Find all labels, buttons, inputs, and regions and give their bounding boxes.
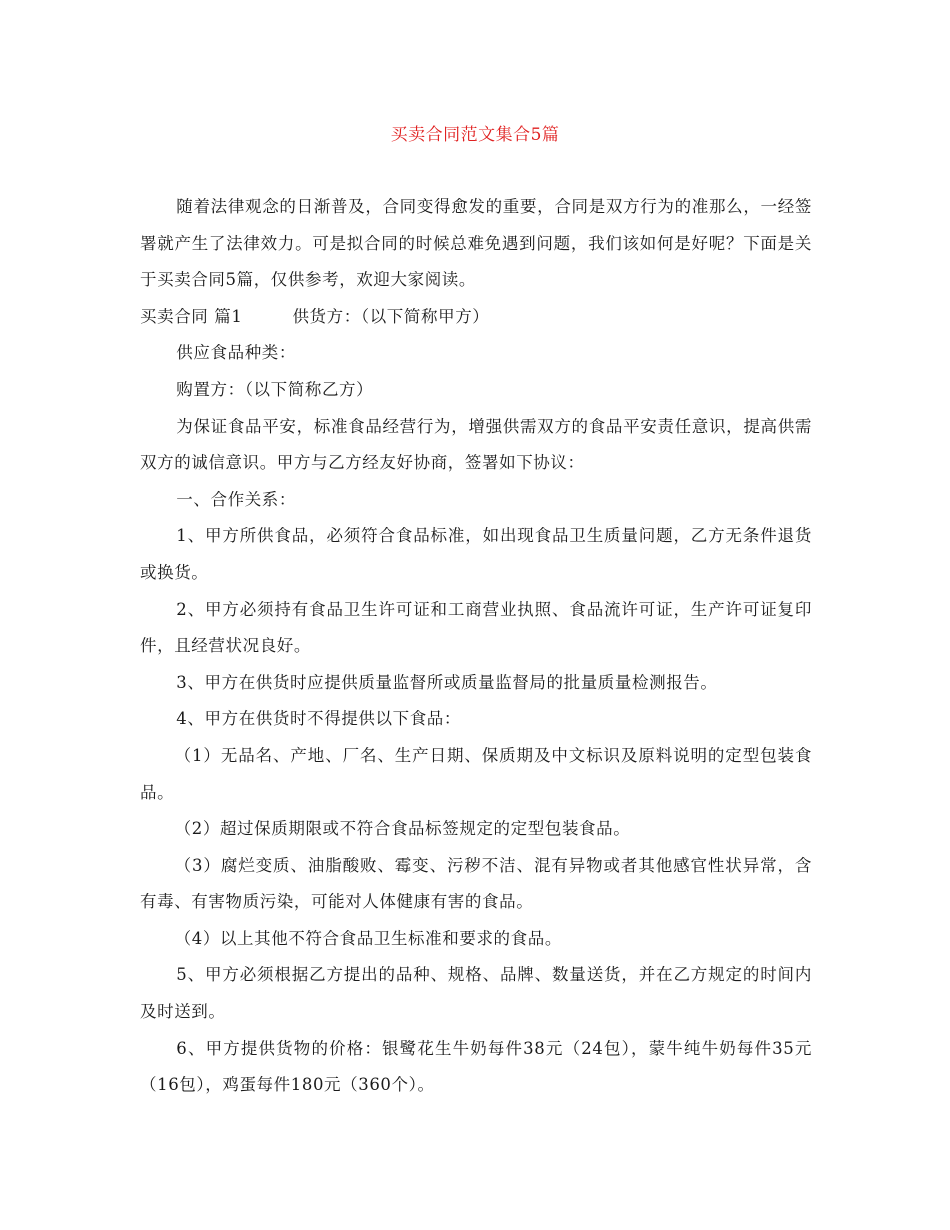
sub-item-2: （2）超过保质期限或不符合食品标签规定的定型包装食品。 — [174, 819, 631, 839]
section-label: 买卖合同 篇1 — [140, 306, 243, 326]
intro-paragraph: 随着法律观念的日渐普及，合同变得愈发的重要，合同是双方行为的准那么，一经签署就产生了法律效力。可是拟合同的时候总难免遇到问题，我们该如何是好呢？下面是关于买卖合同5篇，仅供参考，欢迎大家阅读。 — [140, 197, 812, 290]
food-type-line: 供应食品种类： — [176, 343, 296, 363]
buyer-line: 购置方：（以下简称乙方） — [176, 379, 374, 399]
clause-item-1: 1、甲方所供食品，必须符合食品标准，如出现食品卫生质量问题，乙方无条件退货或换货。 — [140, 526, 812, 582]
clause-item-6: 6、甲方提供货物的价格：银鹭花生牛奶每件38元（24包），蒙牛纯牛奶每件35元（16包），鸡蛋每件180元（360个）。 — [140, 1038, 812, 1095]
clause-item-5: 5、甲方必须根据乙方提出的品种、规格、品牌、数量送货，并在乙方规定的时间内及时送到。 — [140, 965, 812, 1022]
document-title: 买卖合同范文集合5篇 — [390, 125, 560, 145]
clause-item-3: 3、甲方在供货时应提供质量监督所或质量监督局的批量质量检测报告。 — [176, 672, 718, 692]
clause-item-4: 4、甲方在供货时不得提供以下食品： — [176, 709, 461, 729]
section-heading-line — [140, 299, 812, 336]
sub-item-3: （3）腐烂变质、油脂酸败、霉变、污秽不洁、混有异物或者其他感官性状异常，含有毒、有害物质污染，可能对人体健康有害的食品。 — [140, 855, 812, 912]
sub-item-4: （4）以上其他不符合食品卫生标准和要求的食品。 — [174, 928, 562, 948]
supplier-line: 供货方：（以下简称甲方） — [292, 306, 490, 326]
document-body — [140, 189, 812, 1104]
purpose-paragraph: 为保证食品平安，标准食品经营行为，增强供需双方的食品平安责任意识，提高供需双方的诚信意识。甲方与乙方经友好协商，签署如下协议： — [140, 416, 812, 473]
clause-item-2: 2、甲方必须持有食品卫生许可证和工商营业执照、食品流许可证，生产许可证复印件，且经营状况良好。 — [140, 599, 812, 656]
sub-item-1: （1）无品名、产地、厂名、生产日期、保质期及中文标识及原料说明的定型包装食品。 — [140, 745, 812, 802]
clause-heading: 一、合作关系： — [176, 489, 296, 509]
heading-gap — [242, 299, 292, 336]
